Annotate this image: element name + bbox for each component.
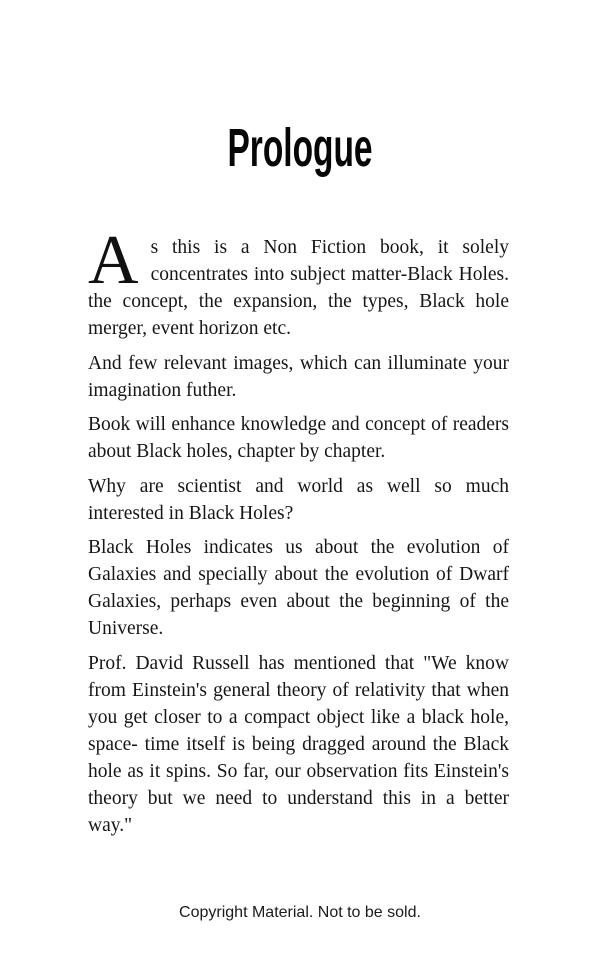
- paragraph: And few relevant images, which can illuminate your imagination futher.: [88, 352, 509, 401]
- opening-paragraph: [88, 222, 509, 342]
- chapter-title-container: [0, 0, 600, 178]
- paragraph: Prof. David Russell has mentioned that "We know from Einstein's general theory of relativity that when you get closer to a compact object like a black hole, space- time itself is being dragged around the Black hole as it spins. So far, our observation fits Einstein's theory but we need to understand this in a better way.": [88, 652, 509, 836]
- chapter-title: Prologue: [227, 118, 373, 178]
- chapter-body: [88, 222, 509, 839]
- paragraph: Black Holes indicates us about the evolution of Galaxies and specially about the evolution of Dwarf Galaxies, perhaps even about the beginning of the Universe.: [88, 537, 509, 640]
- paragraph: Book will enhance knowledge and concept of readers about Black holes, chapter by chapter.: [88, 414, 509, 463]
- copyright-notice: Copyright Material. Not to be sold.: [179, 904, 421, 921]
- dropcap-letter: A: [88, 222, 139, 300]
- opening-paragraph-text: s this is a Non Fiction book, it solely concentrates into subject matter-Black Holes. the concept, the expansion, the types, Black hole merger, event horizon etc.: [88, 237, 509, 340]
- paragraph: Why are scientist and world as well so much interested in Black Holes?: [88, 475, 509, 524]
